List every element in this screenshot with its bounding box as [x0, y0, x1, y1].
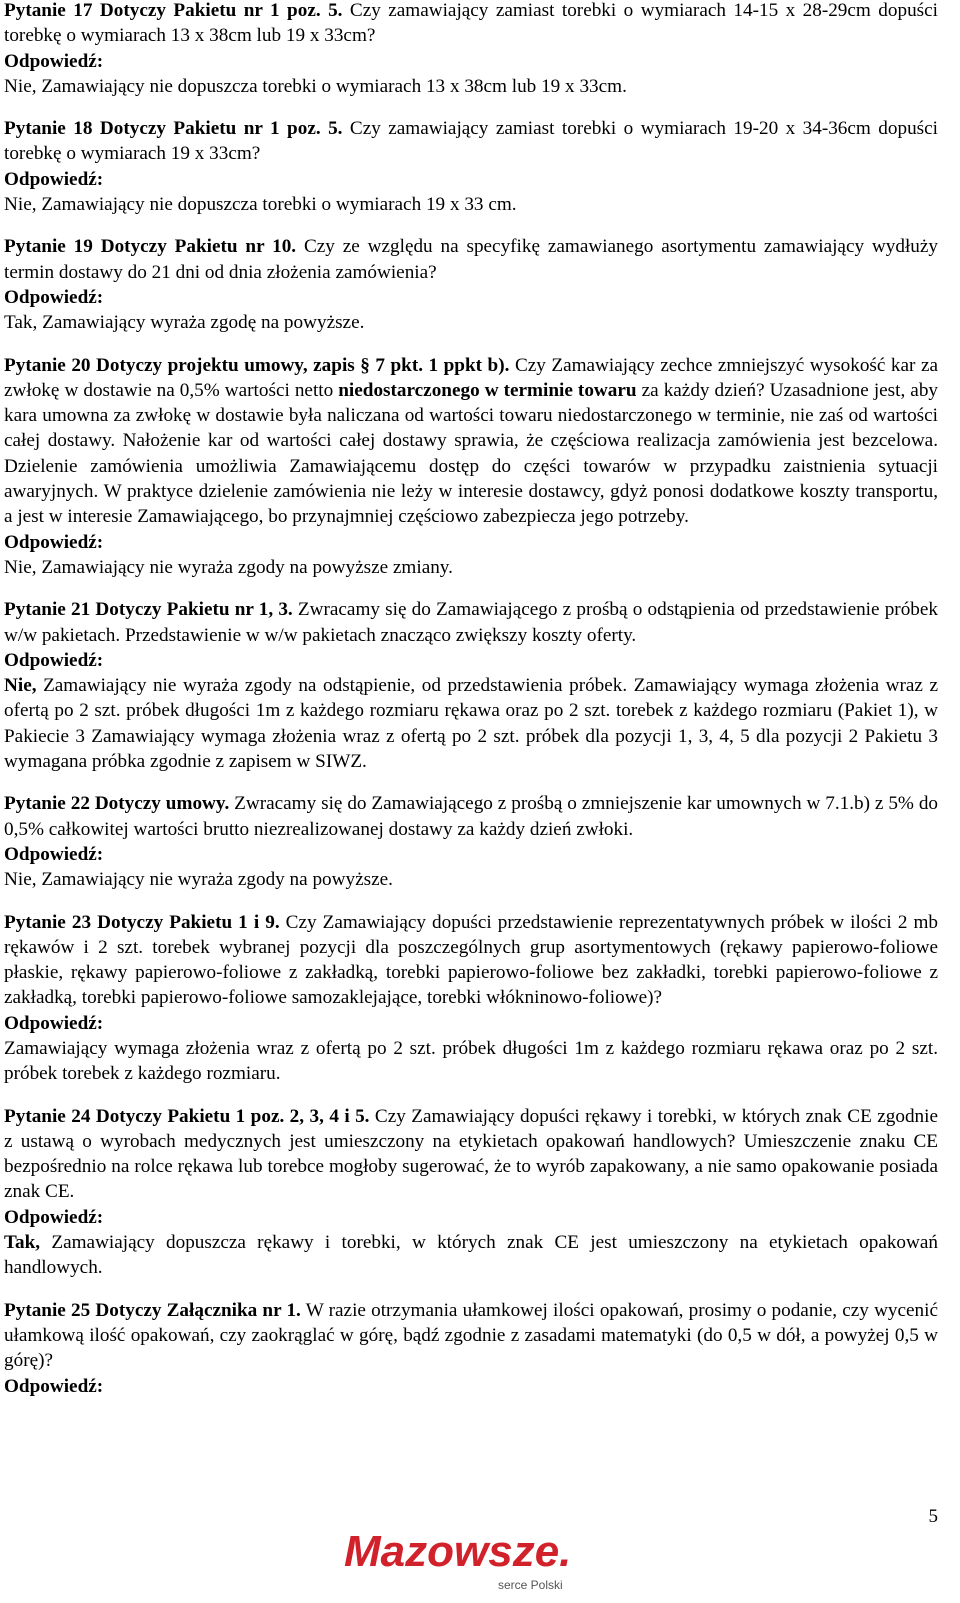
- question-19: [4, 234, 938, 335]
- question-heading: Pytanie 22 Dotyczy umowy.: [4, 793, 230, 815]
- answer-text: Nie, Zamawiający nie dopuszcza torebki o wymiarach 19 x 33 cm.: [4, 194, 517, 216]
- question-heading: Pytanie 19 Dotyczy Pakietu nr 10.: [4, 236, 297, 258]
- answer-label: Odpowiedź:: [4, 1375, 104, 1397]
- question-text: Pytanie 17 Dotyczy Pakietu nr 1 poz. 5. Czy zamawiający zamiast torebki o wymiarach 14-15 x 28-29cm dopuści torebkę o wymiarach 13 x 38cm lub 19 x 33cm?: [4, 0, 938, 47]
- answer-label: Odpowiedź:: [4, 50, 104, 72]
- question-22: [4, 791, 938, 892]
- answer-label: Odpowiedź:: [4, 168, 104, 190]
- question-text: Pytanie 19 Dotyczy Pakietu nr 10. Czy ze względu na specyfikę zamawianego asortymentu zamawiający wydłuży termin dostawy do 21 dni od dnia złożenia zamówienia?: [4, 236, 938, 283]
- question-heading: Pytanie 21 Dotyczy Pakietu nr 1, 3.: [4, 599, 293, 621]
- answer-label: Odpowiedź:: [4, 286, 104, 308]
- answer-lead: Nie: [4, 194, 32, 216]
- question-24: [4, 1104, 938, 1281]
- answer-lead: Tak,: [4, 1232, 41, 1254]
- answer-label: Odpowiedź:: [4, 843, 104, 865]
- answer-text: Nie, Zamawiający nie dopuszcza torebki o wymiarach 13 x 38cm lub 19 x 33cm.: [4, 75, 627, 97]
- answer-label: Odpowiedź:: [4, 1012, 104, 1034]
- question-17: [4, 0, 938, 99]
- question-text: Pytanie 18 Dotyczy Pakietu nr 1 poz. 5. Czy zamawiający zamiast torebki o wymiarach 19-20 x 34-36cm dopuści torebkę o wymiarach 19 x 33cm?: [4, 118, 938, 165]
- question-heading: Pytanie 17 Dotyczy Pakietu nr 1 poz. 5.: [4, 0, 343, 21]
- answer-text: Tak, Zamawiający dopuszcza rękawy i torebki, w których znak CE jest umieszczony na etykietach opakowań handlowych.: [4, 1232, 938, 1279]
- question-heading: Pytanie 20 Dotyczy projektu umowy, zapis § 7 pkt. 1 ppkt b).: [4, 354, 510, 376]
- question-20: [4, 353, 938, 581]
- answer-text: Nie, Zamawiający nie wyraża zgody na odstąpienie, od przedstawienia próbek. Zamawiający wymaga złożenia wraz z ofertą po 2 szt. próbek długości 1m z każdego rozmiaru rękawa oraz po 2 szt. torebek z każdego rozmiaru (Pakiet 1), w Pakiecie 3 Zamawiający wymaga złożenia wraz z ofertą po 2 szt. próbek dla pozycji 1, 3, 4, 5 dla pozycji 2 Pakietu 3 wymagana próbka zgodnie z zapisem w SIWZ.: [4, 675, 938, 773]
- question-21: [4, 597, 938, 774]
- question-23: [4, 910, 938, 1087]
- question-18: [4, 116, 938, 217]
- answer-text: Zamawiający wymaga złożenia wraz z ofertą po 2 szt. próbek długości 1m z każdego rozmiaru rękawa oraz po 2 szt. próbek torebek z każdego rozmiaru.: [4, 1037, 938, 1085]
- answer-label: Odpowiedź:: [4, 531, 104, 553]
- logo-wordmark: Mazowsze.: [344, 1527, 572, 1576]
- question-emphasis: niedostarczonego w terminie towaru: [338, 379, 637, 401]
- question-heading: Pytanie 18 Dotyczy Pakietu nr 1 poz. 5.: [4, 118, 343, 140]
- question-text: Pytanie 21 Dotyczy Pakietu nr 1, 3. Zwracamy się do Zamawiającego z prośbą o odstąpienia od przedstawienie próbek w/w pakietach. Przedstawienie w w/w pakietach znacząco zwiększy koszty oferty.: [4, 599, 938, 646]
- answer-lead: Nie,: [4, 675, 37, 697]
- answer-lead: Nie: [4, 556, 32, 578]
- question-text: Pytanie 25 Dotyczy Załącznika nr 1. W razie otrzymania ułamkowej ilości opakowań, prosimy o podanie, czy wycenić ułamkową ilość opakowań, czy zaokrąglać w górę, bądź zgodnie z zasadami matematyki (do 0,5 w dół, a powyżej 0,5 w górę)?: [4, 1299, 938, 1372]
- document-page: [4, 0, 938, 1399]
- question-heading: Pytanie 23 Dotyczy Pakietu 1 i 9.: [4, 911, 280, 933]
- answer-label: Odpowiedź:: [4, 1206, 104, 1228]
- answer-lead: Nie: [4, 75, 32, 97]
- answer-label: Odpowiedź:: [4, 649, 104, 671]
- answer-lead: Tak: [4, 312, 33, 334]
- logo-tagline: serce Polski: [498, 1578, 563, 1592]
- question-text: Pytanie 20 Dotyczy projektu umowy, zapis § 7 pkt. 1 ppkt b). Czy Zamawiający zechce zmniejszyć wysokość kar za zwłokę w dostawie na 0,5% wartości netto niedostarczonego w terminie towaru za każdy dzień? Uzasadnione jest, aby kara umowna za zwłokę w dostawie była naliczana od wartości towaru niedostarczonego w terminie, nie zaś od wartości całej dostawy. Nałożenie kar od wartości całej dostawy sprawia, że częściowa realizacja zamówienia jest bezcelowa. Dzielenie zamówienia umożliwia Zamawiającemu dostęp do części towarów w przypadku zaistnienia sytuacji awaryjnych. W praktyce dzielenie zamówienia nie leży w interesie dostawcy, gdyż ponosi dodatkowe koszty transportu, a jest w interesie Zamawiającego, bo przynajmniej częściowo zabezpiecza jego potrzeby.: [4, 354, 939, 528]
- answer-lead: Nie: [4, 869, 32, 891]
- question-heading: Pytanie 24 Dotyczy Pakietu 1 poz. 2, 3, 4 i 5.: [4, 1105, 370, 1127]
- question-25: [4, 1298, 938, 1399]
- answer-text: Nie, Zamawiający nie wyraża zgody na powyższe zmiany.: [4, 556, 453, 578]
- question-text: Pytanie 22 Dotyczy umowy. Zwracamy się do Zamawiającego z prośbą o zmniejszenie kar umownych w 7.1.b) z 5% do 0,5% całkowitej wartości brutto niezrealizowanej dostawy za każdy dzień zwłoki.: [4, 793, 939, 840]
- answer-text: Tak, Zamawiający wyraża zgodę na powyższe.: [4, 312, 365, 334]
- answer-text: Nie, Zamawiający nie wyraża zgody na powyższe.: [4, 869, 393, 891]
- question-heading: Pytanie 25 Dotyczy Załącznika nr 1.: [4, 1299, 301, 1321]
- question-text: Pytanie 23 Dotyczy Pakietu 1 i 9. Czy Zamawiający dopuści przedstawienie reprezentatywnych próbek w ilości 2 mb rękawów i 2 szt. torebek wybranej pozycji dla poszczególnych grup asortymentowych (rękawy papierowo-foliowe płaskie, rękawy papierowo-foliowe z zakładką, torebki papierowo-foliowe bez zakładki, torebki papierowo-foliowe z zakładką, torebki papierowo-foliowe samozaklejające, torebki włókninowo-foliowe)?: [4, 911, 938, 1009]
- page-number: 5: [928, 1506, 938, 1527]
- question-text: Pytanie 24 Dotyczy Pakietu 1 poz. 2, 3, 4 i 5. Czy Zamawiający dopuści rękawy i torebki, w których znak CE zgodnie z ustawą o wyrobach medycznych jest umieszczony na etykietach opakowań handlowych? Umieszczenie znaku CE bezpośrednio na rolce rękawa lub torebce mogłoby sugerować, że to wyrób zapakowany, a nie samo opakowanie posiada znak CE.: [4, 1105, 938, 1203]
